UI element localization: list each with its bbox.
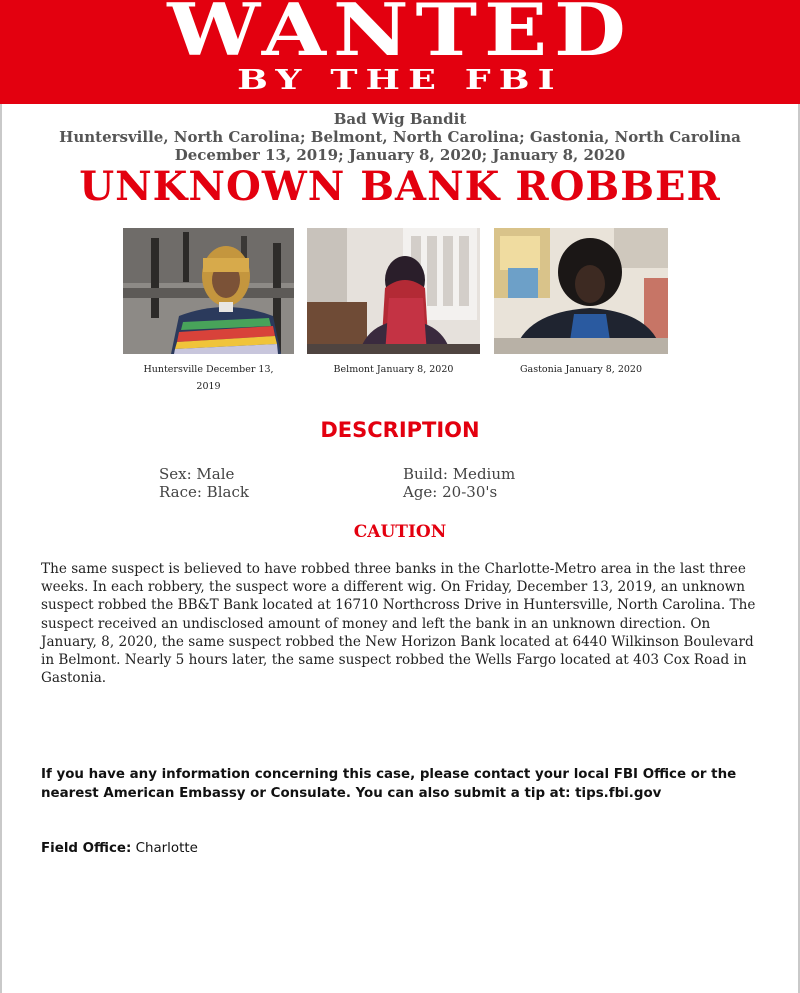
caution-heading: CAUTION	[353, 522, 447, 542]
photo-caption-huntersville-line1: Huntersville December 13,	[143, 364, 274, 375]
dates-line: December 13, 2019; January 8, 2020; January 8, 2020	[174, 146, 626, 164]
photo-caption-huntersville-line2: 2019	[196, 381, 221, 392]
photo-caption-belmont	[307, 361, 480, 378]
attr-sex: Sex: Male	[159, 465, 235, 483]
suspect-photo-belmont	[307, 228, 480, 354]
photo-caption-gastonia-line1: Gastonia January 8, 2020	[519, 364, 643, 375]
field-office	[41, 840, 761, 858]
photo-caption-belmont-line1: Belmont January 8, 2020	[333, 364, 454, 375]
photo-caption-gastonia	[494, 361, 668, 378]
alias-line: Bad Wig Bandit	[333, 110, 467, 128]
field-office-value: Charlotte	[135, 841, 198, 856]
description-heading: DESCRIPTION	[320, 418, 480, 442]
locations-line: Huntersville, North Carolina; Belmont, North Carolina; Gastonia, North Carolina	[59, 128, 741, 146]
suspect-photo-huntersville	[123, 228, 294, 354]
wanted-heading: WANTED	[167, 0, 633, 72]
attr-age: Age: 20-30's	[403, 483, 498, 501]
by-the-fbi-heading: BY THE FBI	[237, 65, 563, 96]
wanted-banner	[0, 0, 800, 104]
caution-text: The same suspect is believed to have robbed three banks in the Charlotte-Metro area in the last three weeks. In each robbery, the suspect wore a different wig. On Friday, December 13, 2019, an unknown suspect robbed the BB&T Bank located at 16710 Northcross Drive in Huntersville, North Carolina. The suspect received an undisclosed amount of money and left the bank in an unknown direction. On January, 8, 2020, the same suspect robbed the New Horizon Bank located at 6440 Wilkinson Boulevard in Belmont. Nearly 5 hours later, the same suspect robbed the Wells Fargo located at 403 Cox Road in Gastonia.	[41, 561, 756, 687]
field-office-label: Field Office:	[41, 841, 132, 856]
photo-caption-huntersville	[123, 361, 294, 395]
attr-race: Race: Black	[159, 483, 249, 501]
attr-build: Build: Medium	[403, 465, 516, 483]
suspect-photo-gastonia	[494, 228, 668, 354]
contact-info: If you have any information concerning this case, please contact your local FBI Office or the nearest American Embassy or Consulate. You can also submit a tip at: tips.fbi.gov	[41, 767, 737, 801]
poster-title: UNKNOWN BANK ROBBER	[79, 163, 721, 210]
